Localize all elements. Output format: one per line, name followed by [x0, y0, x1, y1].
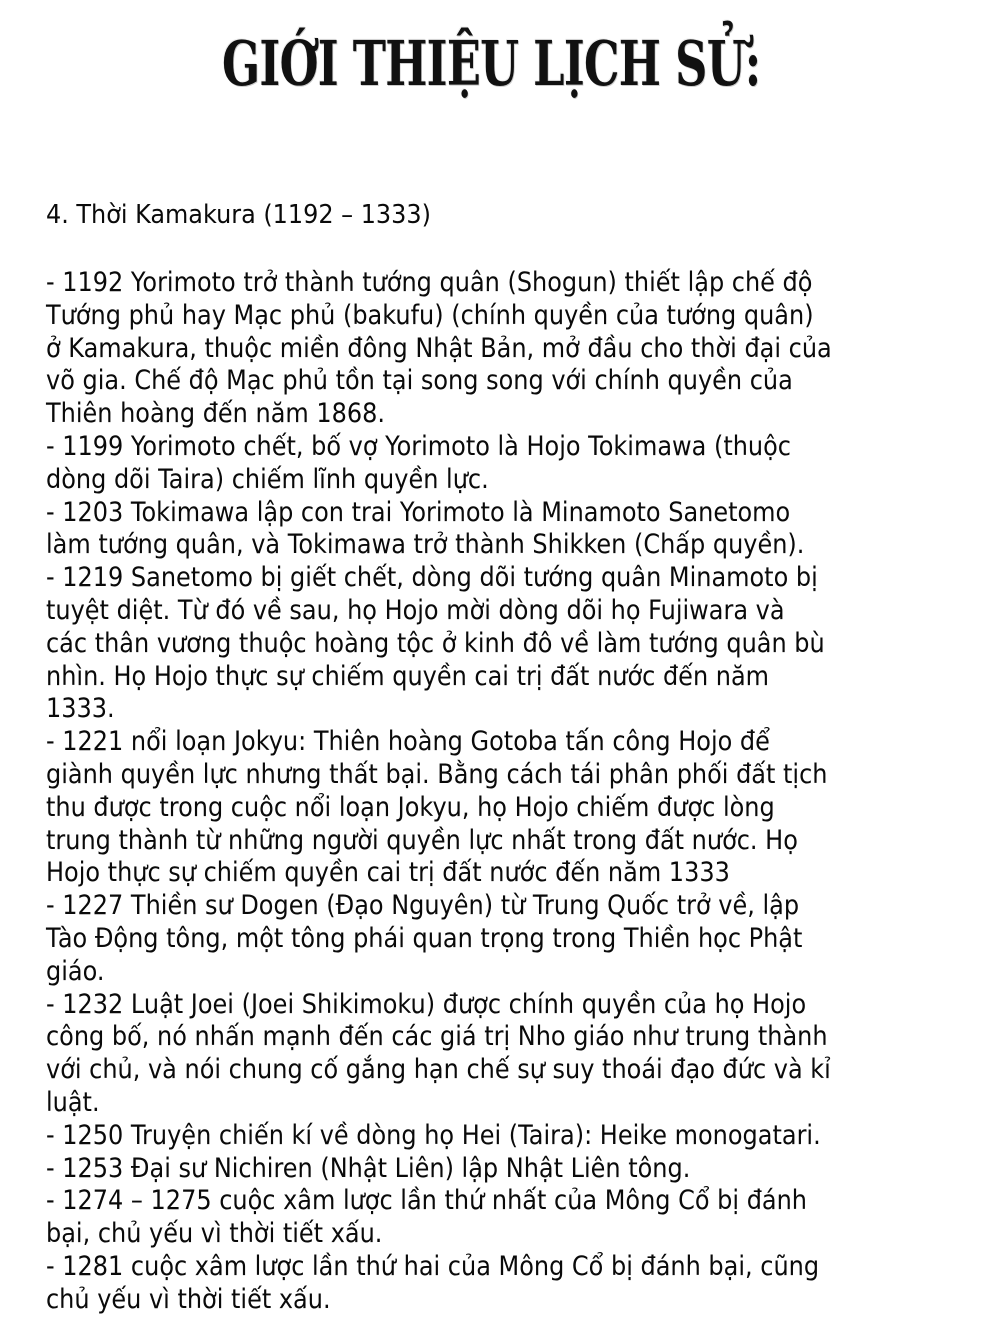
text-line: - 1199 Yorimoto chết, bố vợ Yorimoto là Hojo Tokimawa (thuộc: [46, 430, 791, 462]
section-heading: 4. Thời Kamakura (1192 – 1333): [46, 200, 431, 230]
timeline-body: [46, 267, 951, 1317]
text-line: - 1192 Yorimoto trở thành tướng quân (Shogun) thiết lập chế độ: [46, 267, 813, 298]
text-line: võ gia. Chế độ Mạc phủ tồn tại song song với chính quyền của: [46, 365, 793, 397]
text-line: công bố, nó nhấn mạnh đến các giá trị Nho giáo như trung thành: [46, 1021, 828, 1053]
text-line: - 1253 Đại sư Nichiren (Nhật Liên) lập Nhật Liên tông.: [46, 1152, 691, 1184]
text-line: - 1219 Sanetomo bị giết chết, dòng dõi tướng quân Minamoto bị: [46, 562, 818, 594]
text-line: - 1203 Tokimawa lập con trai Yorimoto là Minamoto Sanetomo: [46, 496, 791, 528]
text-line: Tướng phủ hay Mạc phủ (bakufu) (chính quyền của tướng quân): [46, 299, 814, 331]
text-line: luật.: [46, 1086, 100, 1118]
text-line: nhìn. Họ Hojo thực sự chiếm quyền cai trị đất nước đến năm: [46, 660, 770, 692]
text-line: tuyệt diệt. Từ đó về sau, họ Hojo mời dòng dõi họ Fujiwara và: [46, 594, 785, 626]
text-line: - 1274 – 1275 cuộc xâm lược lần thứ nhất của Mông Cổ bị đánh: [46, 1185, 808, 1217]
text-line: trung thành từ những người quyền lực nhất trong đất nước. Họ: [46, 824, 798, 856]
text-line: Thiên hoàng đến năm 1868.: [46, 398, 386, 430]
text-line: dòng dõi Taira) chiếm lĩnh quyền lực.: [46, 463, 489, 495]
text-line: ở Kamakura, thuộc miền đông Nhật Bản, mở đầu cho thời đại của: [46, 332, 832, 364]
text-line: với chủ, và nói chung cố gắng hạn chế sự suy thoái đạo đức và kỉ: [46, 1054, 831, 1086]
text-line: giáo.: [46, 955, 105, 987]
text-line: - 1221 nổi loạn Jokyu: Thiên hoàng Gotoba tấn công Hojo để: [46, 726, 770, 758]
text-line: bại, chủ yếu vì thời tiết xấu.: [46, 1218, 383, 1250]
text-line: Hojo thực sự chiếm quyền cai trị đất nước đến năm 1333: [46, 857, 730, 889]
text-line: - 1281 cuộc xâm lược lần thứ hai của Mông Cổ bị đánh bại, cũng: [46, 1250, 820, 1282]
text-line: thu được trong cuộc nổi loạn Jokyu, họ Hojo chiếm được lòng: [46, 791, 775, 823]
page-title: GIỚI THIỆU LỊCH SỬ:: [222, 27, 761, 100]
text-line: các thân vương thuộc hoàng tộc ở kinh đô về làm tướng quân bù: [46, 627, 825, 659]
text-line: - 1232 Luật Joei (Joei Shikimoku) được chính quyền của họ Hojo: [46, 988, 807, 1020]
text-line: 1333.: [46, 693, 115, 725]
text-line: - 1250 Truyện chiến kí về dòng họ Hei (Taira): Heike monogatari.: [46, 1119, 821, 1151]
text-line: Tào Động tông, một tông phái quan trọng trong Thiền học Phật: [46, 922, 803, 954]
text-line: chủ yếu vì thời tiết xấu.: [46, 1283, 331, 1315]
text-line: - 1227 Thiền sư Dogen (Đạo Nguyên) từ Trung Quốc trở về, lập: [46, 890, 800, 922]
text-line: làm tướng quân, và Tokimawa trở thành Shikken (Chấp quyền).: [46, 529, 805, 561]
text-line: giành quyền lực nhưng thất bại. Bằng cách tái phân phối đất tịch: [46, 758, 828, 790]
